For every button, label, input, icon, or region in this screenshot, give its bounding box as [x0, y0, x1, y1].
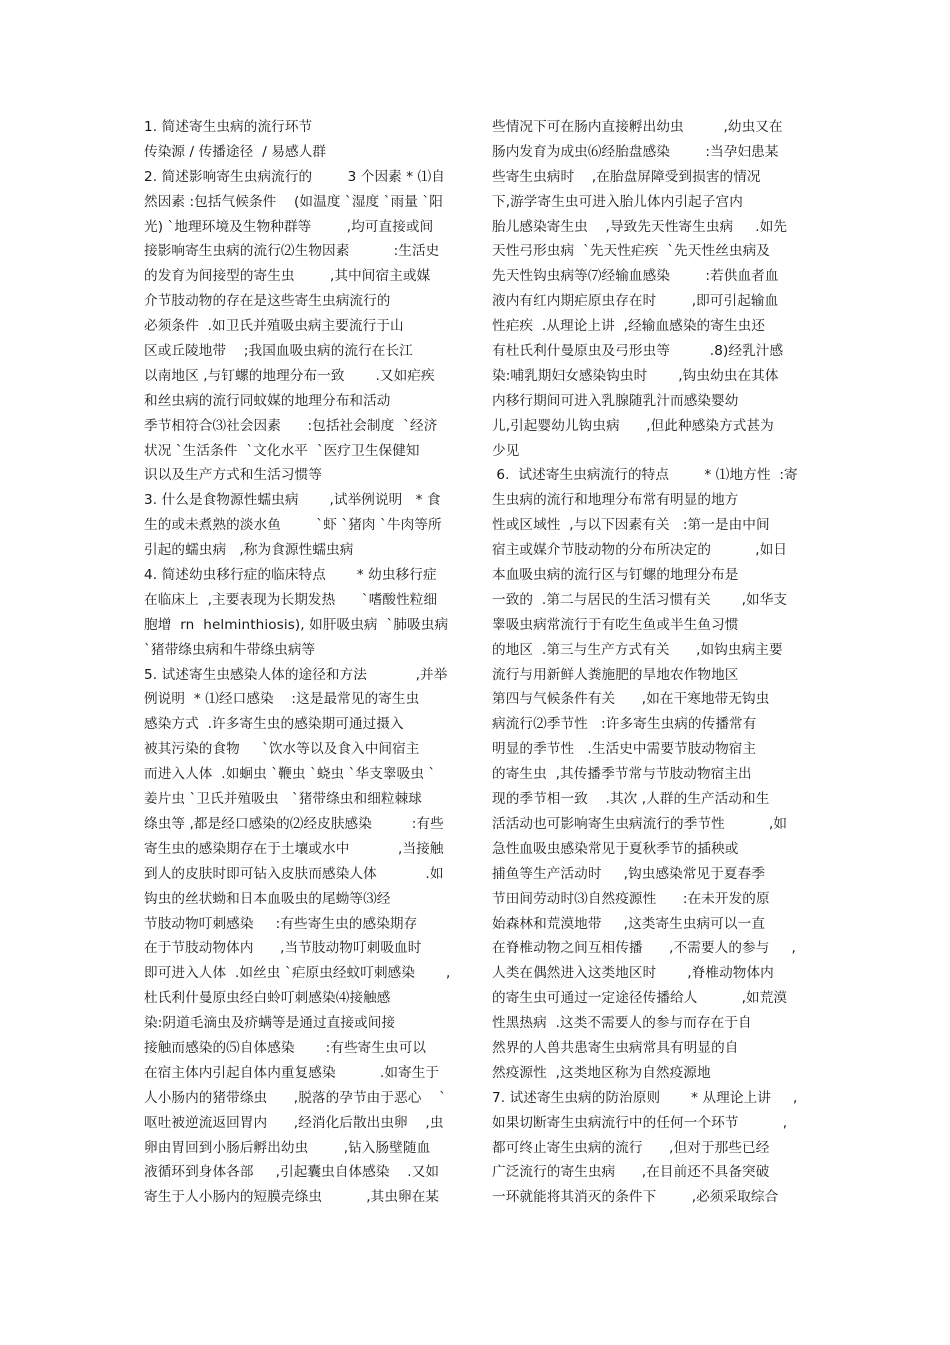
text-line: 的寄生虫可通过一定途径传播给人 ,如荒漠	[492, 990, 788, 1007]
text-line: 钩虫的丝状蚴和日本血吸虫的尾蚴等⑶经	[144, 890, 391, 907]
text-line: 宿主或媒介节肢动物的分布所决定的 ,如日	[492, 542, 788, 559]
text-line: 7. 试述寄生虫病的防治原则 * 从理论上讲 ,	[492, 1089, 798, 1106]
text-line: 和丝虫病的流行同蚊媒的地理分布和活动	[144, 392, 391, 409]
text-line: 然疫源性 ,这类地区称为自然疫源地	[492, 1064, 711, 1081]
text-line: 如果切断寄生虫病流行中的任何一个环节 ,	[492, 1114, 788, 1131]
text-line: 都可终止寄生虫病的流行 ,但对于那些已经	[492, 1139, 770, 1156]
text-line: 病流行⑵季节性 :许多寄生虫病的传播常有	[492, 716, 757, 733]
text-line: 人类在偶然进入这类地区时 ,脊椎动物体内	[492, 965, 774, 982]
text-line: 光) `地理环境及生物种群等 ,均可直接或间	[144, 218, 434, 235]
text-line: 染:阴道毛滴虫及疥螨等是通过直接或间接	[144, 1015, 396, 1032]
text-line: 些情况下可在肠内直接孵出幼虫 ,幼虫又在	[492, 119, 783, 135]
text-line: 季节相符合⑶社会因素 :包括社会制度 `经济	[144, 417, 438, 434]
text-line: 状况 `生活条件 `文化水平 `医疗卫生保健知	[144, 442, 420, 459]
text-line: 胎儿感染寄生虫 ,导致先天性寄生虫病 .如先	[492, 218, 788, 235]
text-line: 胞增 rn helminthiosis), 如肝吸虫病 `肺吸虫病	[144, 616, 449, 633]
text-line: 接触而感染的⑸自体感染 :有些寄生虫可以	[144, 1039, 427, 1056]
right-text-column	[492, 115, 812, 1210]
text-line: 传染源 / 传播途径 / 易感人群	[144, 143, 327, 160]
text-line: 例说明 * ⑴经口感染 :这是最常见的寄生虫	[144, 691, 420, 708]
text-line: 先天性钩虫病等⑺经输血感染 :若供血者血	[492, 268, 779, 285]
text-line: 在于节肢动物体内 ,当节肢动物叮刺吸血时	[144, 940, 422, 957]
text-line: 少见	[492, 442, 520, 459]
text-line: 识以及生产方式和生活习惯等	[144, 467, 323, 484]
text-line: 一环就能将其消灭的条件下 ,必须采取综合	[492, 1189, 779, 1206]
text-line: 明显的季节性 .生活史中需要节肢动物宿主	[492, 741, 757, 758]
text-line: 急性血吸虫感染常见于夏秋季节的插秧或	[492, 840, 739, 857]
text-line: 然界的人兽共患寄生虫病常具有明显的自	[492, 1039, 739, 1056]
text-line: 液内有红内期疟原虫存在时 ,即可引起输血	[492, 293, 779, 310]
text-line: 在临床上 ,主要表现为长期发热 `嗜酸性粒细	[144, 591, 438, 608]
text-line: 肠内发育为成虫⑹经胎盘感染 :当孕妇患某	[492, 143, 779, 160]
text-line: 儿,引起婴幼儿钩虫病 ,但此种感染方式甚为	[492, 417, 774, 434]
text-line: 卵由胃回到小肠后孵出幼虫 ,钻入肠壁随血	[144, 1139, 431, 1156]
text-line: 始森林和荒漠地带 ,这类寄生虫病可以一直	[492, 915, 766, 932]
text-line: 区或丘陵地带 ;我国血吸虫病的流行在长江	[144, 343, 413, 360]
text-line: 感染方式 .许多寄生虫的感染期可通过摄入	[144, 716, 404, 733]
text-line: 第四与气候条件有关 ,如在干寒地带无钩虫	[492, 691, 770, 708]
text-line: 在宿主体内引起自体内重复感染 .如寄生于	[144, 1064, 440, 1081]
text-line: 睾吸虫病常流行于有吃生鱼或半生鱼习惯	[492, 616, 739, 633]
text-line: 介节肢动物的存在是这些寄生虫病流行的	[144, 293, 391, 310]
text-line: 天性弓形虫病 `先天性疟疾 `先天性丝虫病及	[492, 243, 770, 260]
text-line: 呕吐被逆流返回胃内 ,经消化后散出虫卵 ,虫	[144, 1114, 444, 1131]
text-line: 以南地区 ,与钉螺的地理分布一致 .又如疟疾	[144, 367, 435, 384]
text-line: 性黑热病 .这类不需要人的参与而存在于自	[492, 1015, 752, 1032]
text-line: 引起的蠕虫病 ,称为食源性蠕虫病	[144, 542, 354, 559]
text-line: 本血吸虫病的流行区与钉螺的地理分布是	[492, 567, 739, 584]
text-line: 下,游学寄生虫可进入胎儿体内引起子宫内	[492, 193, 743, 210]
text-line: 液循环到身体各部 ,引起囊虫自体感染 .又如	[144, 1164, 440, 1181]
text-line: 染:哺乳期妇女感染钩虫时 ,钩虫幼虫在其体	[492, 367, 779, 384]
text-line: 3. 什么是食物源性蠕虫病 ,试举例说明 * 食	[144, 492, 441, 509]
text-line: 2. 简述影响寄生虫病流行的 3 个因素 * ⑴自	[144, 168, 445, 185]
text-line: 生虫病的流行和地理分布常有明显的地方	[492, 492, 739, 509]
text-line: 广泛流行的寄生虫病 ,在目前还不具备突破	[492, 1164, 770, 1181]
text-line: 现的季节相一致 .其次 ,人群的生产活动和生	[492, 791, 770, 808]
text-line: 接影响寄生虫病的流行⑵生物因素 :生活史	[144, 243, 440, 260]
text-line: 捕鱼等生产活动时 ,钩虫感染常见于夏春季	[492, 865, 766, 882]
text-line: 内移行期间可进入乳腺随乳汁而感染婴幼	[492, 392, 739, 409]
text-line: 有杜氏利什曼原虫及弓形虫等 .8)经乳汁感	[492, 343, 784, 360]
text-line: 人小肠内的猪带绦虫 ,脱落的孕节由于恶心 `	[144, 1089, 447, 1106]
text-line: 的地区 .第三与生产方式有关 ,如钩虫病主要	[492, 641, 783, 658]
text-line: 杜氏利什曼原虫经白蛉叮刺感染⑷接触感	[144, 990, 391, 1007]
text-line: 必须条件 .如卫氏并殖吸虫病主要流行于山	[144, 318, 404, 335]
text-line: 姜片虫 `卫氏并殖吸虫 `猪带绦虫和细粒棘球	[144, 791, 422, 808]
text-line: 寄生于人小肠内的短膜壳绦虫 ,其虫卵在某	[144, 1189, 440, 1206]
text-line: 些寄生虫病时 ,在胎盘屏障受到损害的情况	[492, 168, 761, 185]
text-line: 1. 简述寄生虫病的流行环节	[144, 119, 313, 135]
text-line: 活活动也可影响寄生虫病流行的季节性 ,如	[492, 815, 788, 832]
text-line: 到人的皮肤时即可钻入皮肤而感染人体 .如	[144, 865, 444, 882]
text-line: 一致的 .第二与居民的生活习惯有关 ,如华支	[492, 591, 788, 608]
text-line: 的寄生虫 ,其传播季节常与节肢动物宿主出	[492, 766, 752, 783]
text-line: 节田间劳动时⑶自然疫源性 :在未开发的原	[492, 890, 770, 907]
text-line: 在脊椎动物之间互相传播 ,不需要人的参与 ,	[492, 940, 796, 957]
text-line: 6. 试述寄生虫病流行的特点 * ⑴地方性 :寄	[492, 467, 798, 484]
text-line: 生的或未煮熟的淡水鱼 `虾 `猪肉 `牛肉等所	[144, 517, 442, 534]
text-line: 即可进入人体 .如丝虫 `疟原虫经蚊叮刺感染 ,	[144, 965, 451, 982]
text-line: `猪带绦虫病和牛带绦虫病等	[144, 641, 316, 658]
text-line: 而进入人体 .如蛔虫 `鞭虫 `蛲虫 `华支睾吸虫 `	[144, 766, 436, 783]
text-line: 被其污染的食物 `饮水等以及食入中间宿主	[144, 741, 420, 758]
left-text-column	[144, 115, 464, 1210]
text-line: 性疟疾 .从理论上讲 ,经输血感染的寄生虫还	[492, 318, 766, 335]
text-line: 的发育为间接型的寄生虫 ,其中间宿主或媒	[144, 268, 431, 285]
text-line: 5. 试述寄生虫感染人体的途径和方法 ,并举	[144, 666, 448, 683]
text-line: 4. 简述幼虫移行症的临床特点 * 幼虫移行症	[144, 567, 437, 584]
text-line: 然因素 :包括气候条件 (如温度 `湿度 `雨量 `阳	[144, 193, 443, 210]
text-line: 流行与用新鲜人粪施肥的旱地农作物地区	[492, 666, 739, 683]
text-line: 寄生虫的感染期存在于土壤或水中 ,当接触	[144, 840, 444, 857]
text-line: 节肢动物叮刺感染 :有些寄生虫的感染期存	[144, 915, 418, 932]
text-line: 性或区域性 ,与以下因素有关 :第一是由中间	[492, 517, 770, 534]
text-line: 绦虫等 ,都是经口感染的⑵经皮肤感染 :有些	[144, 815, 444, 832]
